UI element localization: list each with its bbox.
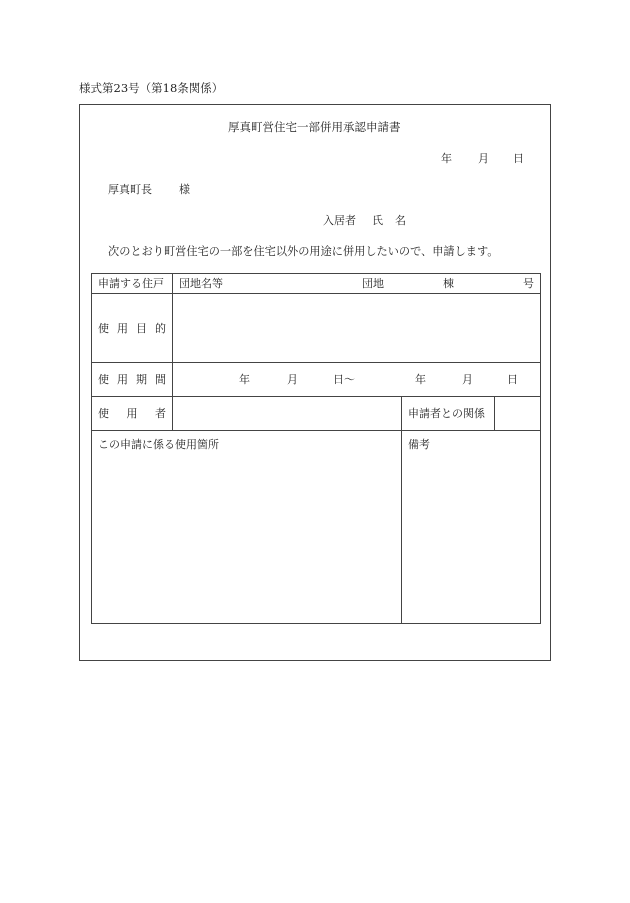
user-field[interactable] <box>173 397 402 431</box>
row-purpose <box>92 294 541 363</box>
gou-label: 号 <box>523 276 535 290</box>
user-char: 用 <box>126 407 138 420</box>
period-end-day: 日 <box>507 372 518 386</box>
row-period <box>92 363 541 397</box>
row-dwelling <box>92 274 541 294</box>
period-end-month: 月 <box>462 372 473 386</box>
period-start-month: 月 <box>287 372 298 386</box>
addressee-honorific: 様 <box>179 183 190 196</box>
user-char: 使 <box>98 407 109 420</box>
applicant-name-label-2: 名 <box>395 214 406 227</box>
tou-label: 棟 <box>443 276 454 290</box>
period-char: 使 <box>98 373 109 386</box>
purpose-field[interactable] <box>173 294 541 363</box>
applicant-label: 入居者 <box>323 214 356 227</box>
purpose-char: 用 <box>117 321 128 335</box>
purpose-label <box>92 294 173 363</box>
user-label <box>92 397 173 431</box>
date-year: 年 <box>441 152 452 165</box>
date-month: 月 <box>478 152 489 165</box>
location-field[interactable] <box>92 431 402 624</box>
dwelling-label: 申請する住戸 <box>92 274 173 294</box>
row-user <box>92 397 541 431</box>
form-title: 厚真町営住宅一部併用承認申請書 <box>228 120 401 134</box>
purpose-char: 使 <box>98 321 109 335</box>
period-char: 間 <box>155 373 166 386</box>
relation-field[interactable] <box>495 397 541 431</box>
purpose-char: 目 <box>136 321 147 335</box>
user-char: 者 <box>155 407 166 420</box>
period-end-year: 年 <box>415 372 426 386</box>
danchi-label: 団地 <box>362 276 384 290</box>
applicant-name-label-1: 氏 <box>372 214 383 227</box>
relation-label: 申請者との関係 <box>402 397 495 431</box>
body-text: 次のとおり町営住宅の一部を住宅以外の用途に併用したいので、申請します。 <box>108 245 499 258</box>
row-location <box>92 431 541 624</box>
period-start-year: 年 <box>239 372 250 386</box>
remarks-field[interactable] <box>402 431 541 624</box>
form-number: 様式第23号（第18条関係） <box>79 81 224 95</box>
danchi-name-label: 団地名等 <box>179 276 223 290</box>
date-day: 日 <box>513 152 524 165</box>
purpose-char: 的 <box>155 321 166 335</box>
period-label <box>92 363 173 397</box>
dwelling-field[interactable] <box>173 274 541 294</box>
addressee-name: 厚真町長 <box>108 183 152 196</box>
period-char: 用 <box>117 373 128 386</box>
period-field[interactable] <box>173 363 541 397</box>
location-label: この申請に係る使用箇所 <box>98 438 219 451</box>
application-table <box>91 273 541 624</box>
period-char: 期 <box>136 373 147 386</box>
remarks-label: 備考 <box>408 438 430 451</box>
period-start-day: 日～ <box>333 372 355 386</box>
